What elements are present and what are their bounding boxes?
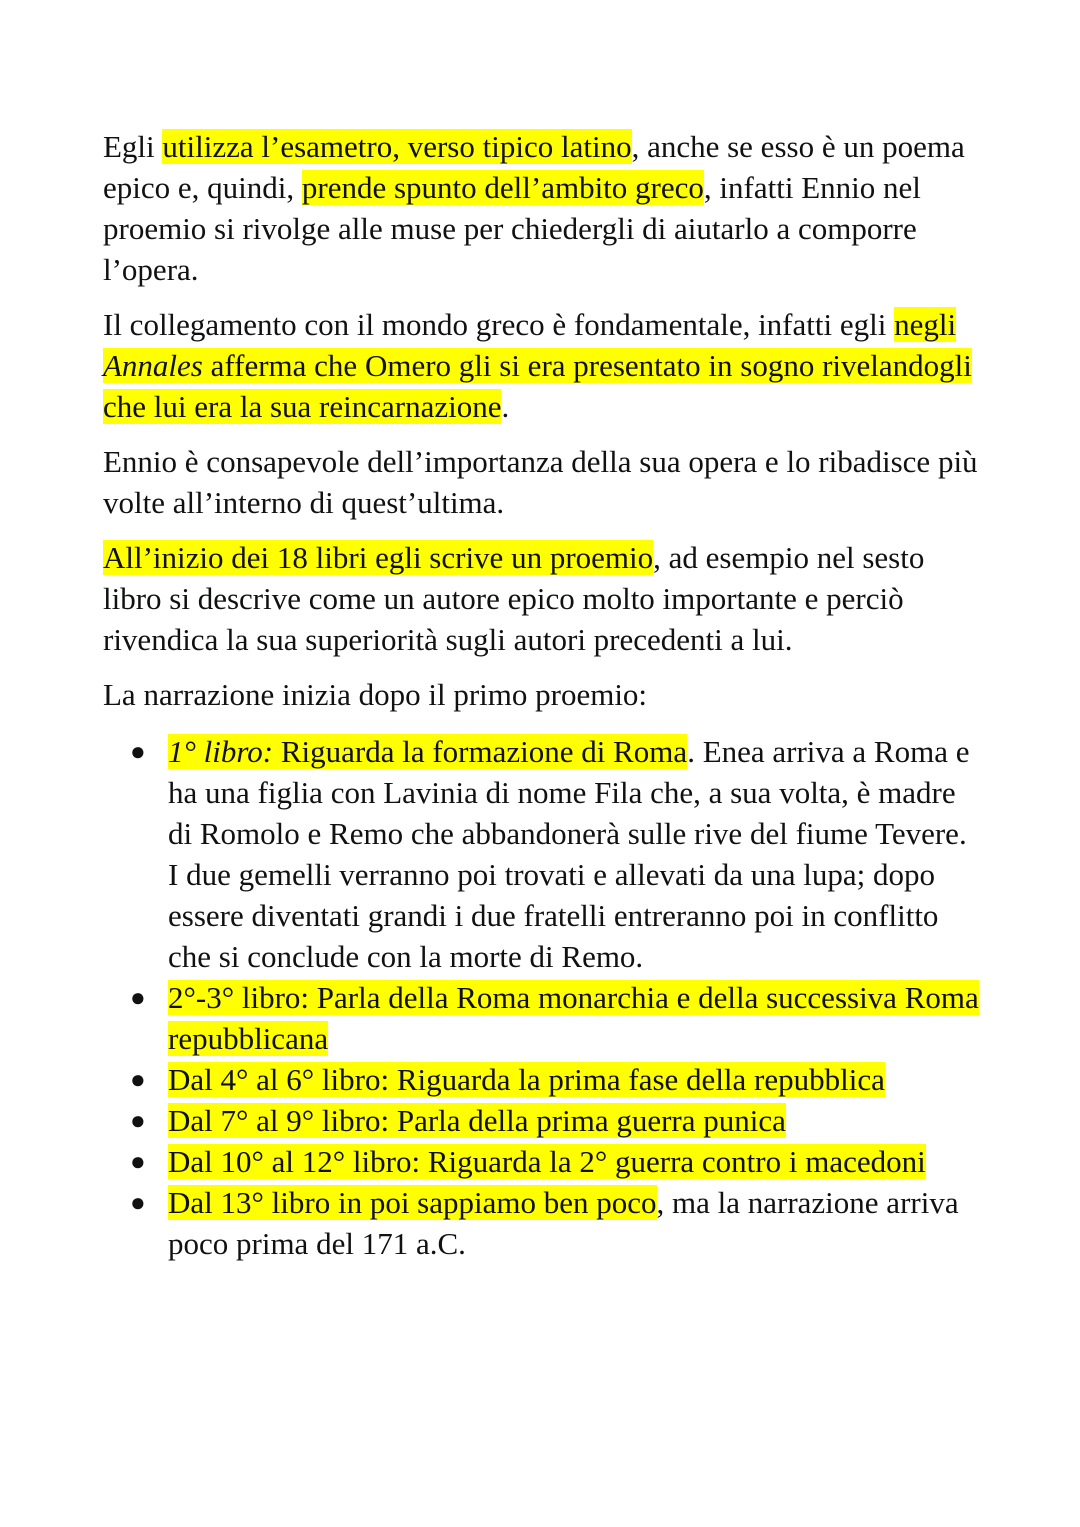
highlighted-text: Dal 10° al 12° libro: Riguarda la 2° guerra contro i macedoni: [168, 1144, 926, 1179]
highlighted-italic-label: 1° libro:: [168, 734, 274, 769]
paragraph-proemio: [103, 537, 983, 660]
highlighted-text: negli: [894, 307, 957, 342]
list-item-libro-7-9: [130, 1100, 983, 1141]
bullet-icon: ●: [130, 737, 146, 766]
paragraph-text: La narrazione inizia dopo il primo proemio:: [103, 677, 648, 712]
bullet-icon: ●: [130, 1065, 146, 1094]
book-list: [103, 731, 983, 1264]
paragraph-esametro: [103, 126, 983, 290]
list-item-libro-10-12: [130, 1141, 983, 1182]
bullet-icon: ●: [130, 1106, 146, 1135]
list-item-text: I due gemelli verranno poi trovati e allevati da una lupa; dopo essere diventati grandi i due fratelli entreranno poi in conflitto che si conclude con la morte di Remo.: [168, 857, 939, 974]
paragraph-narrazione: [103, 674, 983, 715]
highlighted-text: Dal 13° libro in poi sappiamo ben poco: [168, 1185, 657, 1220]
list-item-text: , ma la narrazione arriva poco prima del 171 a.C.: [168, 1185, 959, 1261]
bullet-icon: ●: [130, 983, 146, 1012]
bullet-icon: ●: [130, 1188, 146, 1217]
highlighted-text: 2°-3° libro: Parla della Roma monarchia e della successiva Roma repubblicana: [168, 980, 979, 1056]
paragraph-text: .: [501, 389, 510, 424]
highlighted-text: utilizza l’esametro, verso tipico latino: [162, 129, 632, 164]
paragraph-text: , infatti Ennio nel proemio si rivolge alle muse per chiedergli di aiutarlo a comporre l’opera.: [103, 170, 921, 287]
highlighted-text: prende spunto dell’ambito greco: [301, 170, 704, 205]
highlighted-text: Dal 4° al 6° libro: Riguarda la prima fase della repubblica: [168, 1062, 885, 1097]
bullet-icon: ●: [130, 1147, 146, 1176]
paragraph-mondo-greco: [103, 304, 983, 427]
list-item-libro-2-3: [130, 977, 983, 1059]
paragraph-text: Ennio è consapevole dell’importanza della sua opera e lo ribadisce più volte all’interno di quest’ultima.: [103, 444, 978, 520]
highlighted-text: Riguarda la formazione di Roma: [273, 734, 688, 769]
document-page: [103, 126, 983, 1264]
paragraph-text: Egli: [103, 129, 163, 164]
paragraph-text: Il collegamento con il mondo greco è fondamentale, infatti egli: [103, 307, 895, 342]
list-item-libro-4-6: [130, 1059, 983, 1100]
list-item-libro-1: [130, 731, 983, 977]
list-item-text: . Enea arriva a Roma e ha una figlia con Lavinia di nome Fila che, a sua volta, è madre di Romolo e Remo che abbandonerà sulle rive del fiume Tevere.: [168, 734, 970, 851]
paragraph-consapevole: [103, 441, 983, 523]
list-item-libro-13: [130, 1182, 983, 1264]
highlighted-text: Dal 7° al 9° libro: Parla della prima guerra punica: [168, 1103, 786, 1138]
highlighted-italic-title: Annales: [103, 348, 203, 383]
highlighted-text: All’inizio dei 18 libri egli scrive un proemio: [103, 540, 654, 575]
paragraph-text: , ad esempio nel sesto libro si descrive come un autore epico molto importante e perciò rivendica la sua superiorità sugli autori precedenti a lui.: [103, 540, 925, 657]
highlighted-text: afferma che Omero gli si era presentato in sogno rivelandogli che lui era la sua reincarnazione: [103, 348, 972, 424]
paragraph-text: , anche se esso è un poema epico e, quindi,: [103, 129, 965, 205]
